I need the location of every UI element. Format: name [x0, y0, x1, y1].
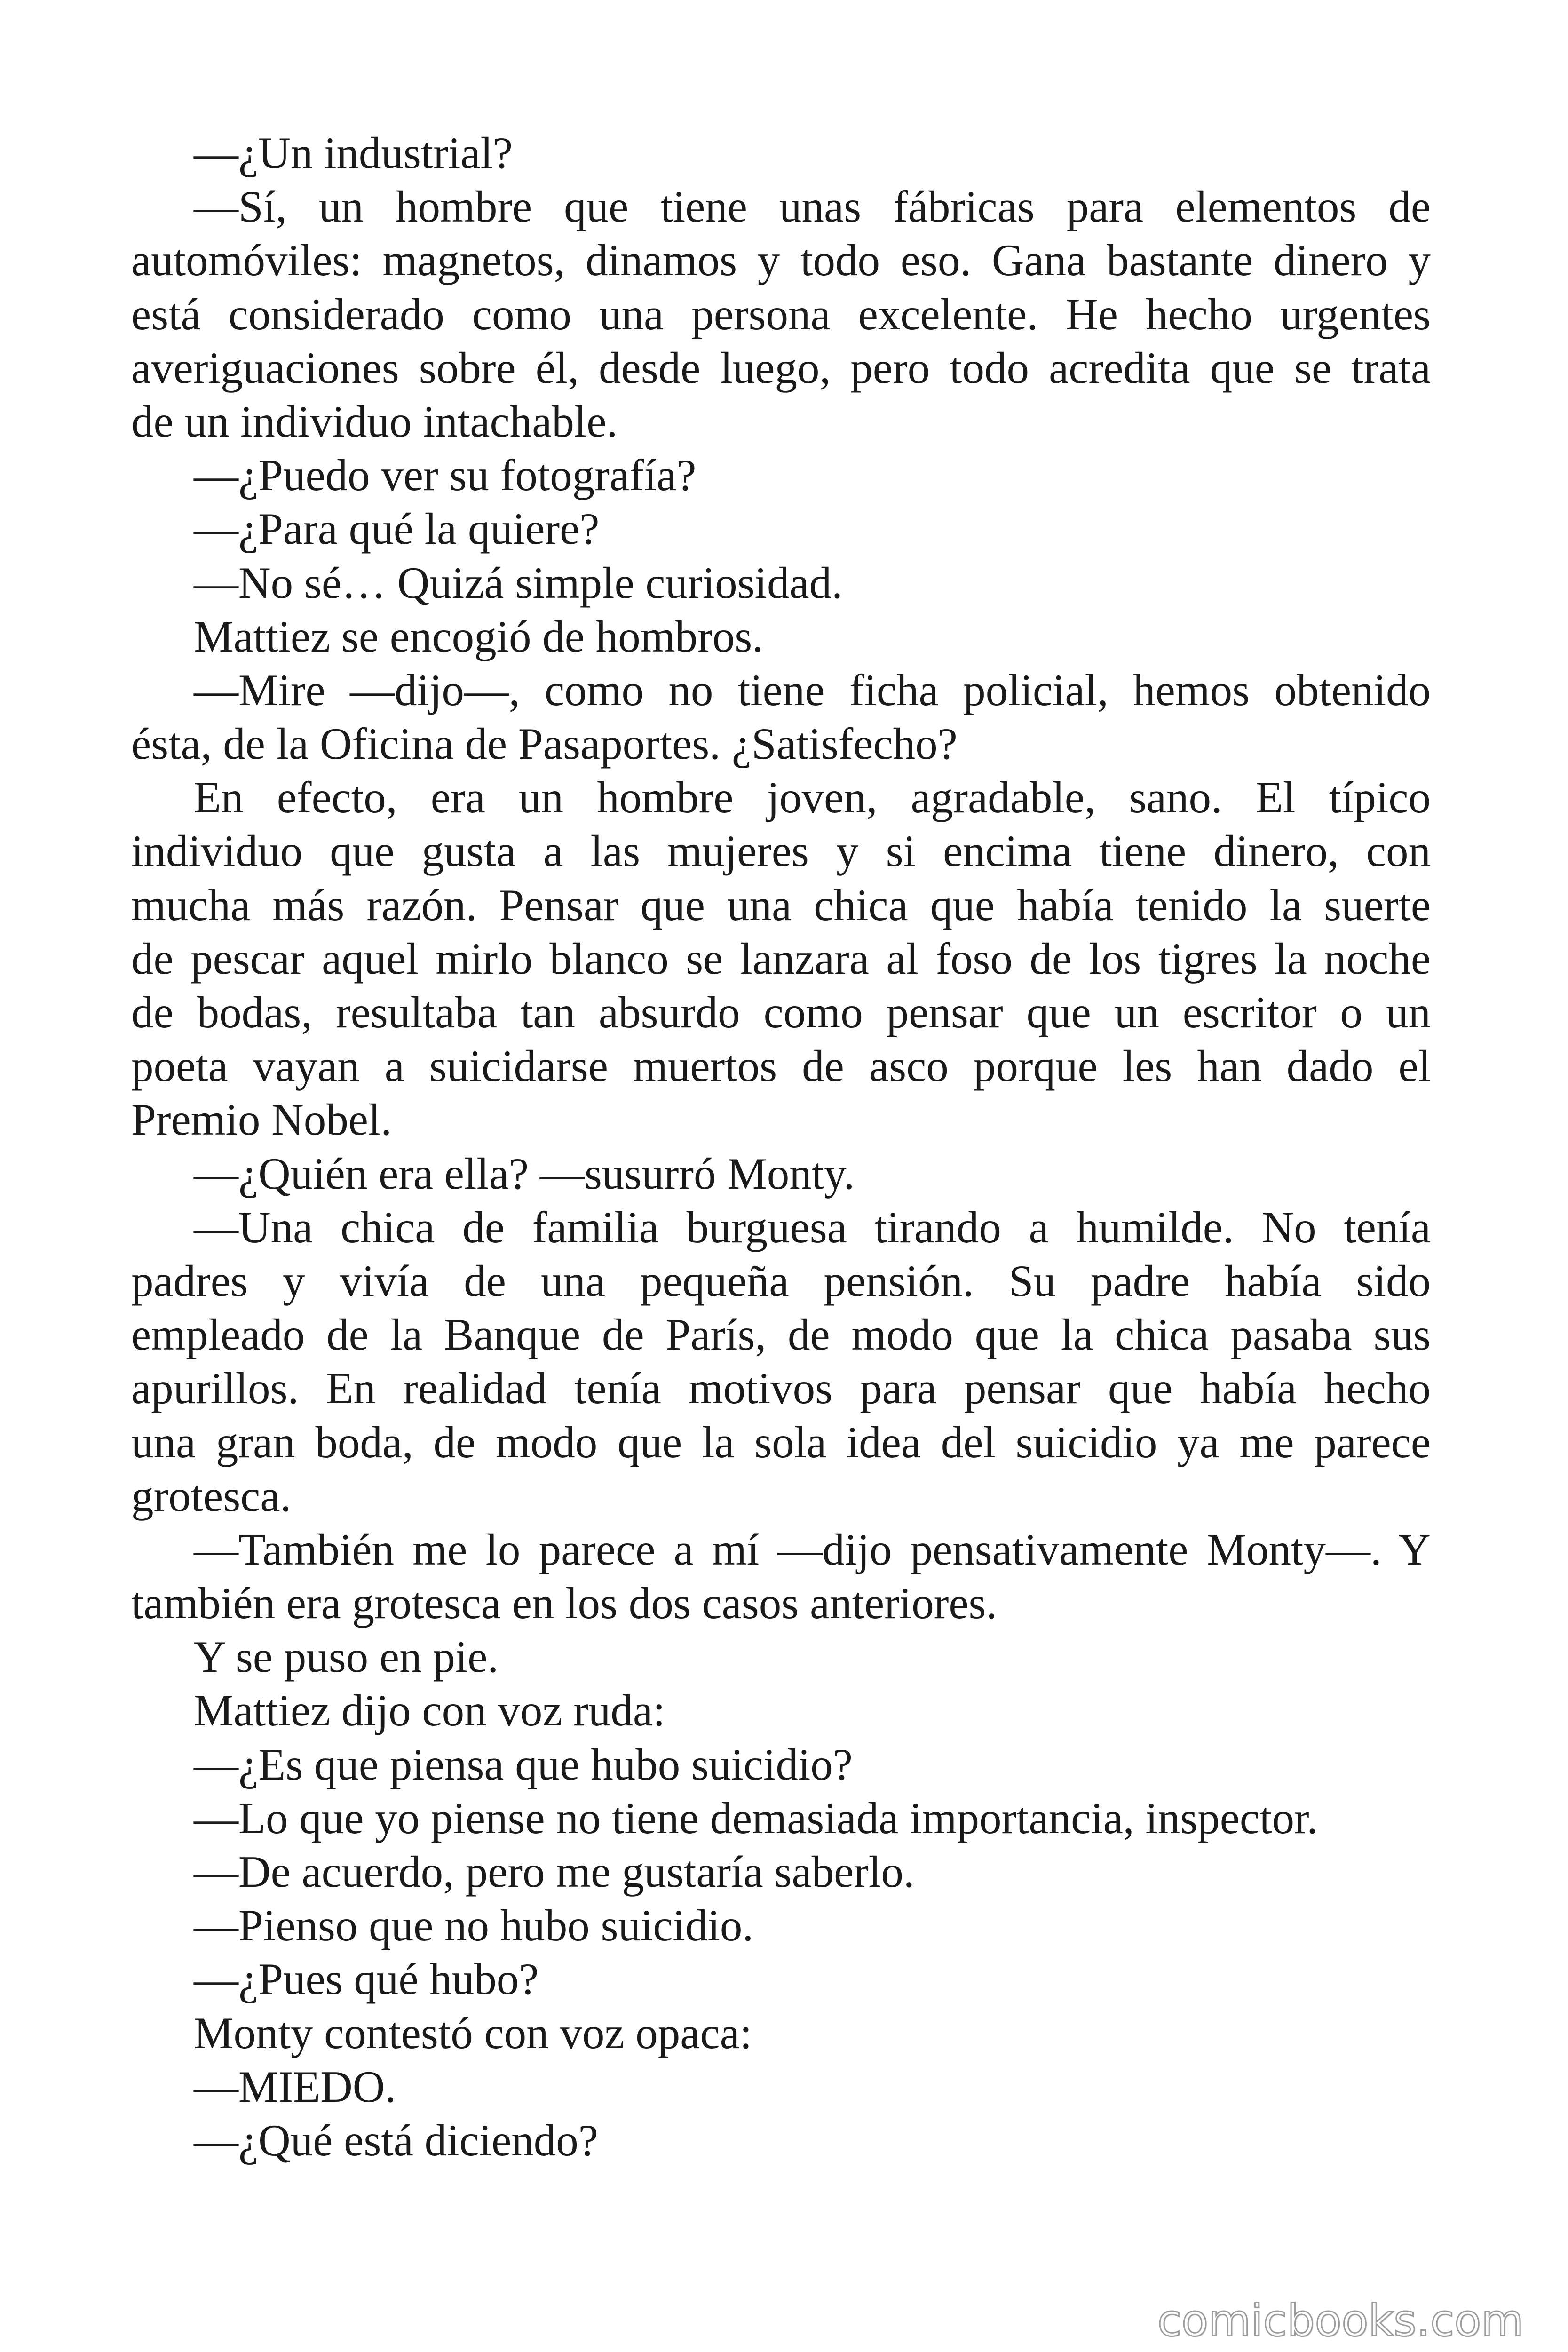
paragraph [131, 1147, 1431, 1200]
text-line: —No sé… Quizá simple curiosidad. [194, 557, 843, 608]
text-line: Mattiez dijo con voz ruda: [194, 1685, 665, 1736]
paragraph [131, 448, 1431, 502]
text-line: —¿Es que piensa que hubo suicidio? [194, 1739, 853, 1789]
text-line: apurillos. En realidad tenía motivos para pensar que había hecho [131, 1363, 1431, 1414]
text-line: grotesca. [131, 1470, 292, 1521]
text-line: averiguaciones sobre él, desde luego, pero todo acredita que se trata [131, 342, 1431, 393]
paragraph [131, 663, 1431, 771]
text-line: —¿Pues qué hubo? [194, 1954, 539, 2004]
text-line: —¿Puedo ver su fotografía? [194, 450, 697, 501]
paragraph [131, 2006, 1431, 2060]
text-line: —Una chica de familia burguesa tirando a humilde. No tenía [194, 1202, 1431, 1252]
text-line: de pescar aquel mirlo blanco se lanzara al foso de los tigres la noche [131, 933, 1431, 984]
text-line: Mattiez se encogió de hombros. [194, 611, 763, 661]
paragraph [131, 1630, 1431, 1684]
paragraph [131, 556, 1431, 610]
text-line: —¿Para qué la quiere? [194, 504, 600, 554]
text-line: —MIEDO. [194, 2061, 396, 2112]
text-line: —Mire —dijo—, como no tiene ficha policial, hemos obtenido [194, 665, 1431, 715]
paragraph [131, 1523, 1431, 1630]
text-line: Monty contestó con voz opaca: [194, 2008, 752, 2058]
text-line: —Sí, un hombre que tiene unas fábricas para elementos de [194, 182, 1431, 232]
text-line: —¿Un industrial? [194, 128, 513, 178]
text-line: de un individuo intachable. [131, 396, 618, 446]
text-line: poeta vayan a suicidarse muertos de asco porque les han dado el [131, 1041, 1431, 1091]
text-line: padres y vivía de una pequeña pensión. Su padre había sido [131, 1255, 1431, 1306]
paragraph [131, 2114, 1431, 2167]
paragraph [131, 180, 1431, 448]
text-line: individuo que gusta a las mujeres y si encima tiene dinero, con [131, 826, 1431, 876]
text-line: una gran boda, de modo que la sola idea del suicidio ya me parece [131, 1417, 1431, 1467]
paragraph [131, 1899, 1431, 1952]
text-line: —¿Qué está diciendo? [194, 2115, 598, 2165]
text-line: —También me lo parece a mí —dijo pensativamente Monty—. Y [194, 1524, 1431, 1574]
text-line: mucha más razón. Pensar que una chica que había tenido la suerte [131, 880, 1431, 930]
text-line: de bodas, resultaba tan absurdo como pensar que un escritor o un [131, 987, 1431, 1037]
paragraph [131, 771, 1431, 1146]
text-line: —¿Quién era ella? —susurró Monty. [194, 1148, 855, 1199]
paragraph [131, 1952, 1431, 2006]
watermark: comicbooks.com [1157, 2295, 1524, 2346]
text-line: Premio Nobel. [131, 1095, 392, 1145]
text-line: —De acuerdo, pero me gustaría saberlo. [194, 1847, 915, 1897]
paragraph [131, 1845, 1431, 1899]
paragraph [131, 1200, 1431, 1523]
text-line: —Pienso que no hubo suicidio. [194, 1900, 754, 1951]
paragraph [131, 2060, 1431, 2114]
page-text [131, 126, 1431, 2167]
text-line: empleado de la Banque de París, de modo que la chica pasaba sus [131, 1310, 1431, 1360]
text-line: automóviles: magnetos, dinamos y todo eso. Gana bastante dinero y [131, 235, 1431, 286]
paragraph [131, 502, 1431, 556]
paragraph [131, 1791, 1431, 1845]
text-line: también era grotesca en los dos casos anteriores. [131, 1578, 998, 1629]
text-line: En efecto, era un hombre joven, agradable, sano. El típico [194, 772, 1431, 823]
text-line: —Lo que yo piense no tiene demasiada importancia, inspector. [194, 1793, 1318, 1843]
text-line: Y se puso en pie. [194, 1632, 499, 1682]
paragraph [131, 1738, 1431, 1791]
paragraph [131, 126, 1431, 180]
paragraph [131, 610, 1431, 663]
paragraph [131, 1684, 1431, 1737]
text-line: está considerado como una persona excelente. He hecho urgentes [131, 289, 1431, 339]
text-line: ésta, de la Oficina de Pasaportes. ¿Satisfecho? [131, 719, 958, 769]
